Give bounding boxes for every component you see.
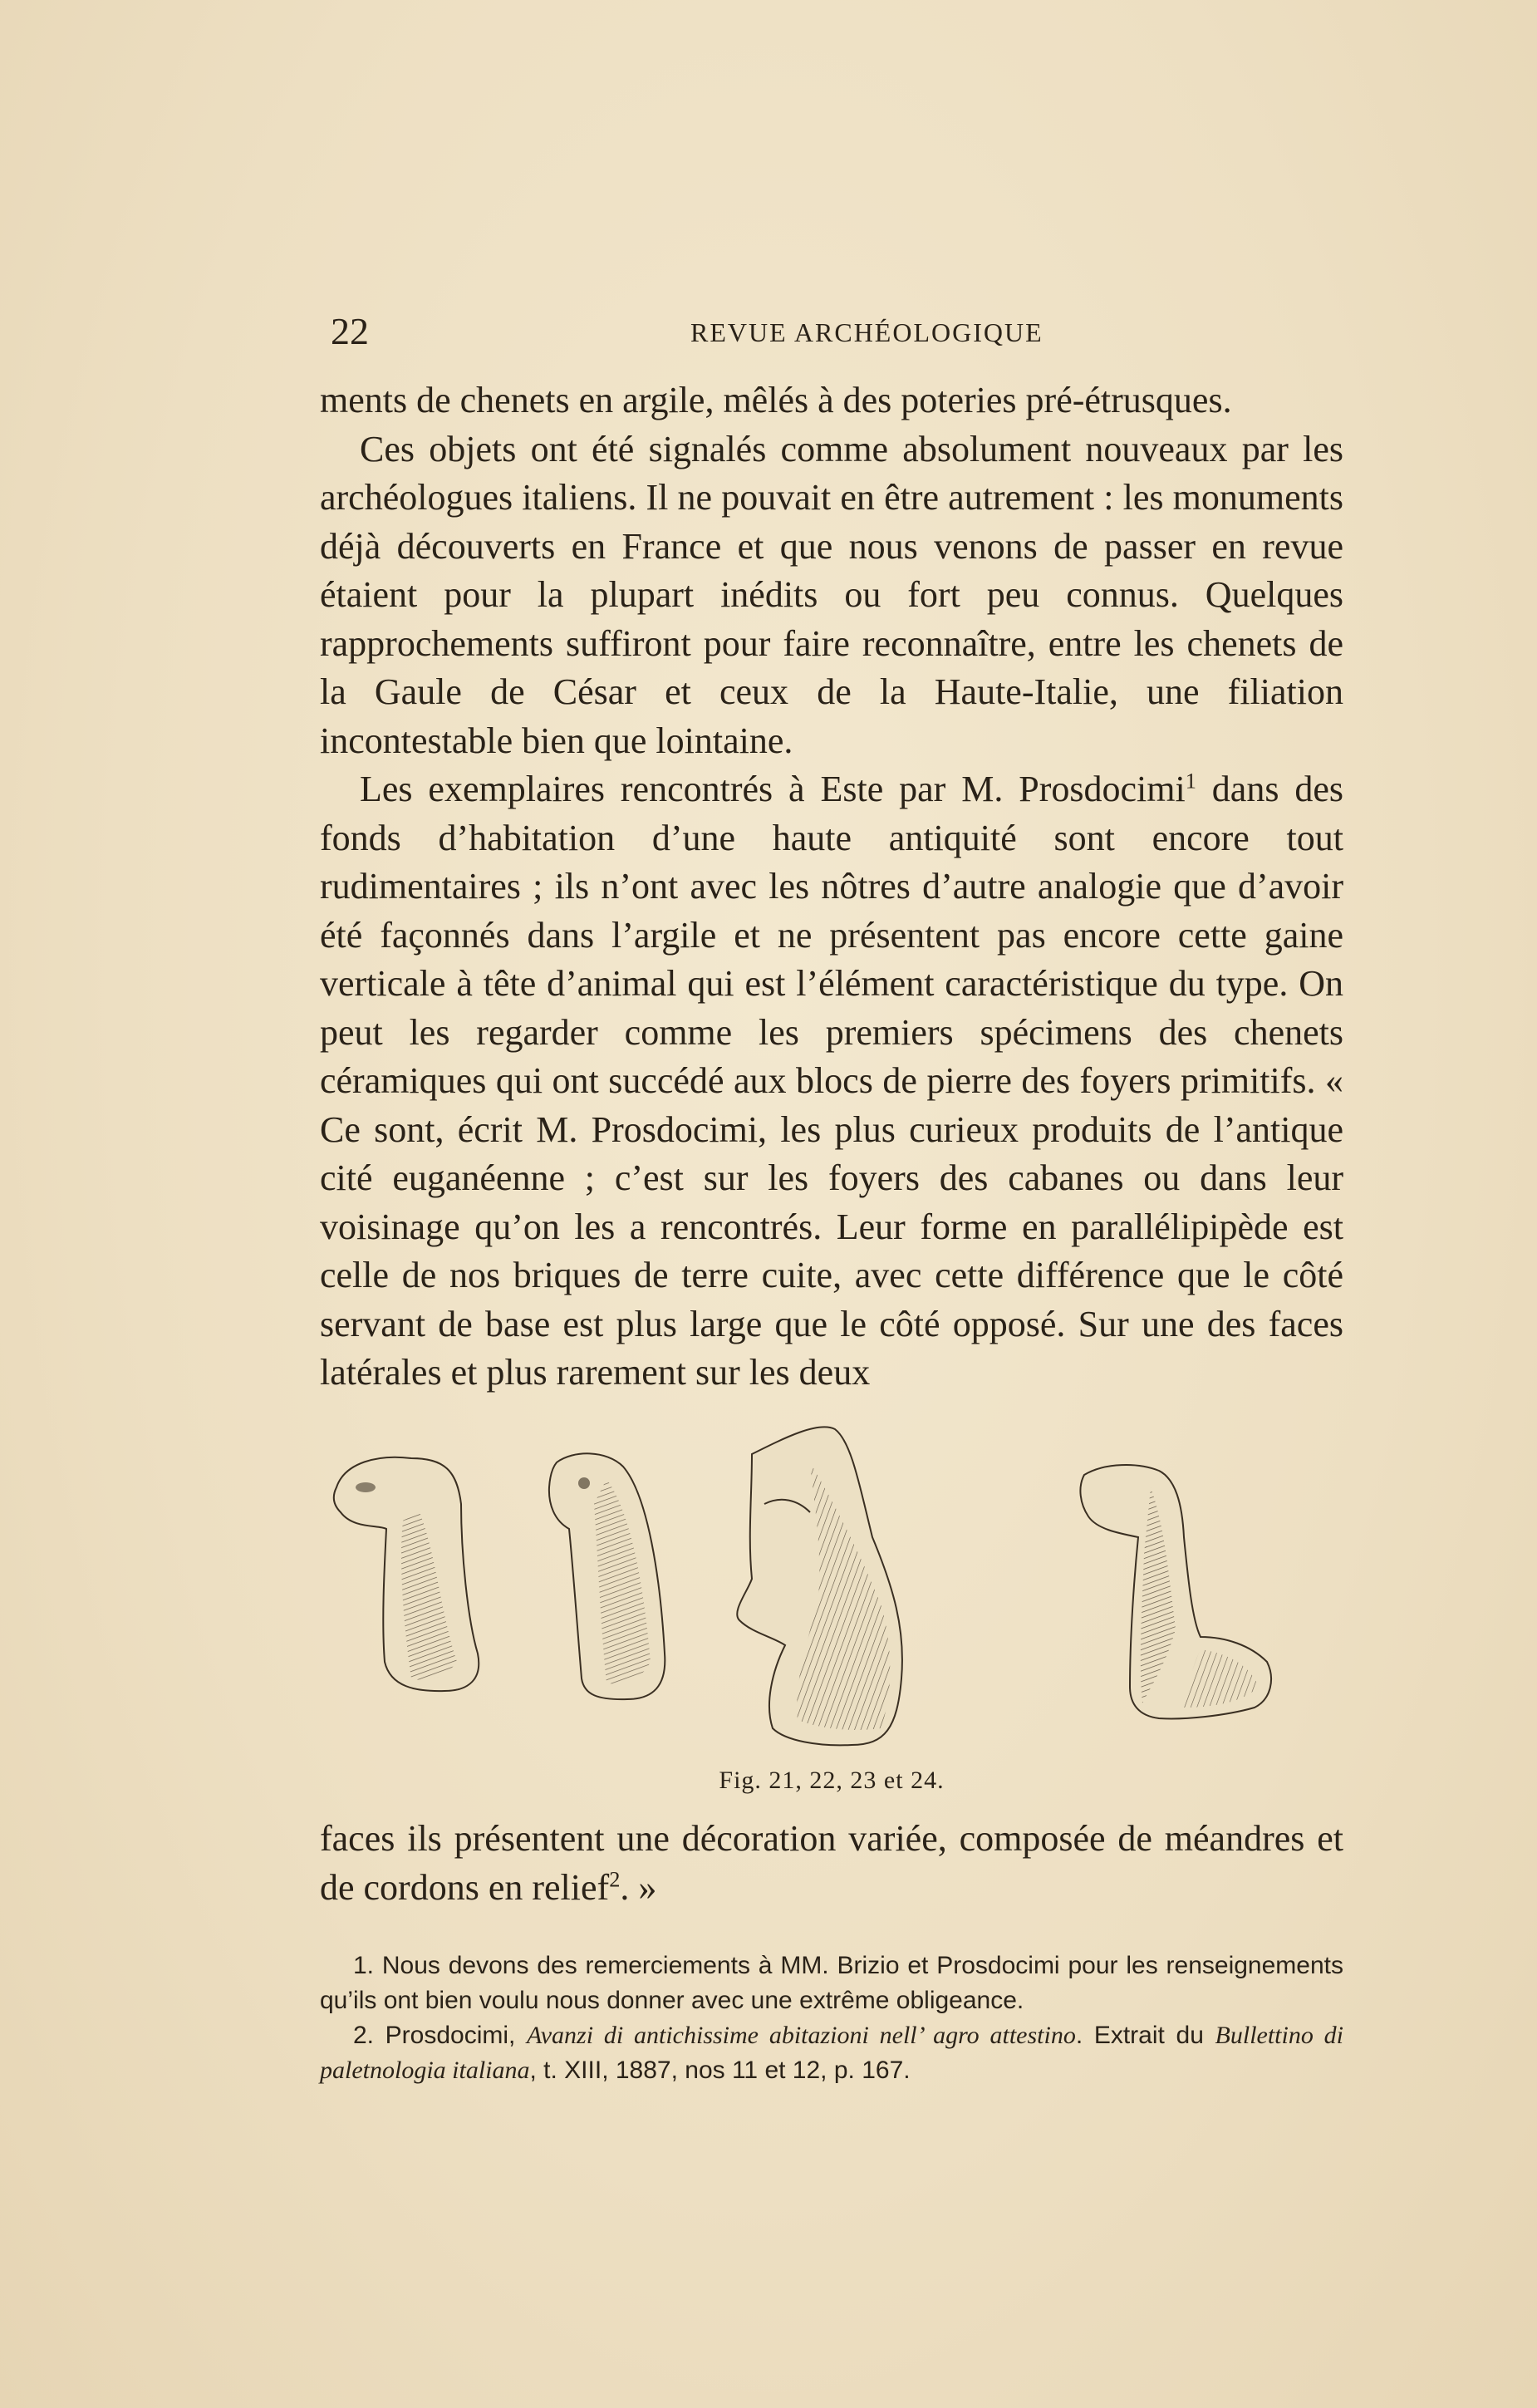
figure-illustration	[320, 1413, 1343, 1762]
footnotes	[320, 1949, 1343, 2088]
paragraph-text: . »	[620, 1866, 657, 1908]
footnote-1: 1. Nous devons des remerciements à MM. Brizio et Prosdocimi pour les renseignements qu’ils ont bien voulu nous donner avec une extrême obligeance.	[320, 1952, 1343, 2014]
body-text-upper	[320, 376, 1343, 1398]
footnote-text: 2. Prosdocimi,	[353, 2022, 528, 2049]
paragraph	[320, 765, 1343, 1398]
body-text-lower	[320, 1815, 1343, 1912]
paragraph-continuation: ments de chenets en argile, mêlés à des poteries pré-étrusques.	[320, 380, 1232, 420]
footnote-ref: 2	[609, 1865, 621, 1891]
figure-engravings	[320, 1413, 1343, 1794]
footnote-text: . Extrait du	[1075, 2022, 1215, 2049]
paragraph-text: Les exemplaires rencontrés à Este par M. Prosdocimi	[360, 769, 1186, 809]
figure-caption: Fig. 21, 22, 23 et 24.	[719, 1767, 945, 1794]
figure-21-chenet	[334, 1457, 479, 1691]
footnote-journal: Bullettino di paletnologia italiana	[320, 2022, 1344, 2084]
paragraph-text: dans des fonds d’habitation d’une haute antiquité sont encore tout rudimentaires ; ils n’ont avec les nôtres d’autre analogie que d’avoir été façonnés dans l’argile et ne présentent pas encore cette gaine verticale à tête d’animal qui est l’élément caractéristique du type. On peut les regarder comme les premiers spécimens des chenets céramiques qui ont succédé aux blocs de pierre des foyers primitifs. « Ce sont, écrit M. Prosdocimi, les plus curieux produits de l’antique cité euganéenne ; c’est sur les foyers des cabanes ou dans leur voisinage qu’on les a rencontrés. Leur forme en parallélipipède est celle de nos briques de terre cuite, avec cette différence que le côté servant de base est plus large que le côté opposé. Sur une des faces latérales et plus rarement sur les deux	[320, 769, 1343, 1393]
paragraph-text: faces ils présentent une décoration variée, composée de méandres et de cordons en relief	[320, 1818, 1343, 1908]
figure-24-chenet	[1080, 1465, 1271, 1718]
footnote-title: Avanzi di antichissime abitazioni nell’ agro attestino	[527, 2022, 1076, 2049]
running-title: REVUE ARCHÉOLOGIQUE	[690, 317, 1043, 347]
footnote-text: , t. XIII, 1887, nos 11 et 12, p. 167.	[529, 2057, 911, 2084]
paragraph-continuation	[320, 1815, 1343, 1912]
page-number: 22	[331, 310, 369, 352]
paragraph: Ces objets ont été signalés comme absolument nouveaux par les archéologues italiens. Il ne pouvait en être autrement : les monuments déjà découverts en France et que nous venons de passer en revue étaient pour la plupart inédits ou fort peu connus. Quelques rapprochements suffiront pour faire reconnaître, entre les chenets de la Gaule de César et ceux de la Haute-Italie, une filiation incontestable bien que lointaine.	[320, 428, 1343, 761]
figure-22-chenet	[549, 1453, 665, 1699]
running-head	[331, 309, 1344, 359]
footnote-2	[320, 2018, 1343, 2088]
footnote-ref: 1	[1185, 768, 1196, 794]
figure-23-chenet	[737, 1427, 902, 1745]
